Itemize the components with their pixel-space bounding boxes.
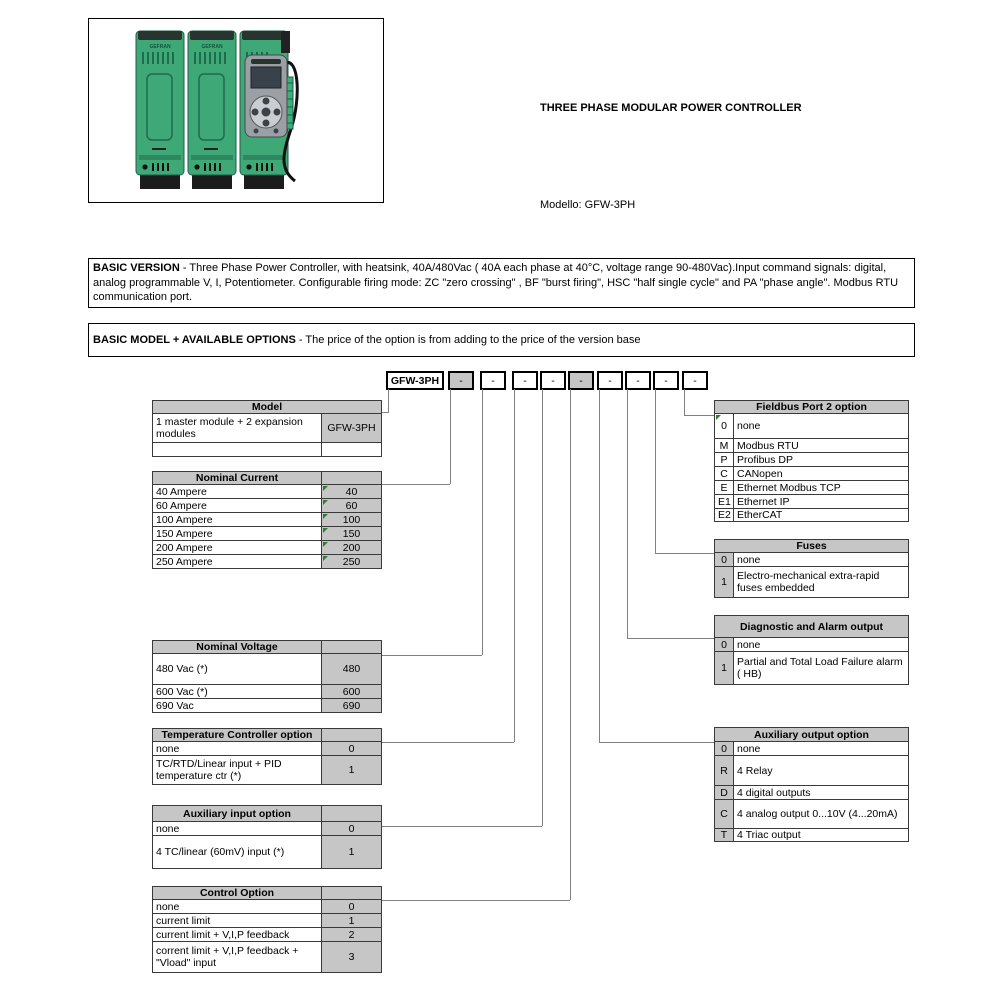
control-option-table	[152, 886, 382, 973]
table-row	[153, 443, 382, 457]
table-row	[153, 685, 382, 699]
order-code-separator-box-1: -	[448, 371, 474, 390]
option-code-cell: 0	[715, 638, 734, 652]
option-value-cell: 150	[322, 527, 382, 541]
order-code-separator-box-5: -	[568, 371, 594, 390]
table-row	[715, 638, 909, 652]
option-value-cell	[322, 443, 382, 457]
table-row	[153, 942, 382, 973]
option-label-cell: 150 Ampere	[153, 527, 322, 541]
table-row	[153, 499, 382, 513]
table-row	[153, 914, 382, 928]
option-label-cell: TC/RTD/Linear input + PID temperature ctr (*)	[153, 756, 322, 785]
table-row	[153, 414, 382, 443]
option-code-cell: 0	[715, 414, 734, 439]
order-code-separator-box-3: -	[512, 371, 538, 390]
table-row	[153, 756, 382, 785]
order-code-separator-box-8: -	[653, 371, 679, 390]
header-value-cell	[322, 887, 382, 900]
option-value-cell: 690	[322, 699, 382, 713]
option-value-cell: 1	[322, 914, 382, 928]
model-subtitle: Modello: GFW-3PH	[540, 199, 636, 211]
table-header-row	[715, 728, 909, 742]
product-photo	[89, 19, 383, 202]
option-label-cell: 4 Triac output	[734, 829, 909, 842]
option-value-cell: 40	[322, 485, 382, 499]
option-label-cell: none	[734, 553, 909, 567]
option-label-cell: 40 Ampere	[153, 485, 322, 499]
option-code-cell: E	[715, 481, 734, 495]
connector-fuses	[655, 553, 714, 554]
table-row	[715, 481, 909, 495]
table-header-row	[715, 616, 909, 638]
option-value-cell: 3	[322, 942, 382, 973]
table-row	[715, 414, 909, 439]
header-value-cell	[322, 472, 382, 485]
option-label-cell: none	[734, 638, 909, 652]
connector-model	[382, 412, 389, 413]
option-label-cell: none	[153, 822, 322, 836]
table-header-row	[153, 641, 382, 654]
option-code-cell: E1	[715, 495, 734, 509]
option-code-cell: 1	[715, 652, 734, 685]
table-header-row	[153, 887, 382, 900]
option-label-cell: 250 Ampere	[153, 555, 322, 569]
connector-temperature	[381, 742, 514, 743]
handheld-programmer	[245, 55, 287, 137]
connector-fuses	[655, 389, 656, 553]
connector-fieldbus	[684, 389, 685, 415]
option-label-cell: Electro-mechanical extra-rapid fuses embedded	[734, 567, 909, 598]
table-header-row	[153, 401, 382, 414]
power-module	[188, 31, 236, 189]
option-code-cell: R	[715, 756, 734, 786]
power-module-master	[240, 31, 297, 189]
option-label-cell: 1 master module + 2 expansion modules	[153, 414, 322, 443]
basic-version-text: - Three Phase Power Controller, with heatsink, 40A/480Vac ( 40A each phase at 40°C, voltage range 90-480Vac).Input command signals: digital, analog programmable V, I, Potentiometer. Configurable firing mode: ZC "zero crossing" , BF "burst firing", HSC "half single cycle" and PA "phase angle". Modbus RTU communication port.	[93, 262, 899, 303]
option-value-cell: GFW-3PH	[322, 414, 382, 443]
option-label-cell	[153, 443, 322, 457]
table-row	[153, 485, 382, 499]
table-row	[153, 699, 382, 713]
table-header-row	[715, 401, 909, 414]
fieldbus-port2-table	[714, 400, 909, 522]
option-label-cell: current limit	[153, 914, 322, 928]
order-code-separator-box-2: -	[480, 371, 506, 390]
connector-voltage	[381, 655, 482, 656]
option-label-cell: 4 TC/linear (60mV) input (*)	[153, 836, 322, 869]
table-row	[715, 467, 909, 481]
option-code-cell: 0	[715, 553, 734, 567]
order-code-separator-box-9: -	[682, 371, 708, 390]
header-value-cell	[322, 806, 382, 822]
table-row	[715, 742, 909, 756]
model-table	[152, 400, 382, 457]
table-row	[153, 654, 382, 685]
table-row	[715, 829, 909, 842]
table-row	[153, 513, 382, 527]
basic-version-label: BASIC VERSION	[93, 262, 180, 274]
table-title: Control Option	[153, 887, 322, 900]
nominal-current-table	[152, 471, 382, 569]
option-value-cell: 0	[322, 900, 382, 914]
table-title: Fuses	[715, 540, 909, 553]
option-label-cell: EtherCAT	[734, 509, 909, 522]
option-label-cell: 100 Ampere	[153, 513, 322, 527]
connector-model	[388, 389, 389, 412]
option-label-cell: Profibus DP	[734, 453, 909, 467]
connector-diagnostic	[627, 638, 714, 639]
table-title: Diagnostic and Alarm output	[715, 616, 909, 638]
connector-aux-output	[599, 389, 600, 742]
table-row	[715, 786, 909, 800]
nominal-voltage-table	[152, 640, 382, 713]
table-row	[153, 555, 382, 569]
order-code-separator-box-6: -	[597, 371, 623, 390]
option-label-cell: corrent limit + V,I,P feedback + "Vload" input	[153, 942, 322, 973]
svg-text:GEFRAN: GEFRAN	[149, 44, 171, 50]
table-header-row	[153, 806, 382, 822]
table-title: Auxiliary output option	[715, 728, 909, 742]
option-code-cell: T	[715, 829, 734, 842]
option-code-cell: D	[715, 786, 734, 800]
option-value-cell: 60	[322, 499, 382, 513]
table-row	[153, 541, 382, 555]
table-row	[715, 495, 909, 509]
table-row	[153, 928, 382, 942]
table-row	[715, 800, 909, 829]
option-label-cell: 200 Ampere	[153, 541, 322, 555]
product-photo-frame	[88, 18, 384, 203]
auxiliary-input-table	[152, 805, 382, 869]
connector-current	[450, 389, 451, 484]
basic-model-text: - The price of the option is from adding to the price of the version base	[295, 333, 641, 346]
connector-control	[570, 389, 571, 900]
header-value-cell	[322, 729, 382, 742]
option-label-cell: Partial and Total Load Failure alarm ( HB)	[734, 652, 909, 685]
connector-aux-input	[381, 826, 542, 827]
option-label-cell: none	[153, 742, 322, 756]
option-label-cell: Modbus RTU	[734, 439, 909, 453]
order-code-model-box: GFW-3PH	[386, 371, 444, 390]
option-code-cell: C	[715, 800, 734, 829]
connector-temperature	[514, 389, 515, 742]
connector-aux-input	[542, 389, 543, 826]
option-code-cell: 0	[715, 742, 734, 756]
option-label-cell: 480 Vac (*)	[153, 654, 322, 685]
table-header-row	[715, 540, 909, 553]
option-code-cell: P	[715, 453, 734, 467]
table-header-row	[153, 472, 382, 485]
option-label-cell: none	[734, 742, 909, 756]
table-title: Fieldbus Port 2 option	[715, 401, 909, 414]
option-label-cell: 4 analog output 0...10V (4...20mA)	[734, 800, 909, 829]
table-row	[715, 756, 909, 786]
table-row	[715, 652, 909, 685]
option-value-cell: 100	[322, 513, 382, 527]
table-title: Nominal Voltage	[153, 641, 322, 654]
svg-text:GEFRAN: GEFRAN	[201, 44, 223, 50]
option-code-cell: C	[715, 467, 734, 481]
connector-voltage	[482, 389, 483, 655]
table-row	[153, 527, 382, 541]
table-row	[153, 900, 382, 914]
option-value-cell: 1	[322, 756, 382, 785]
connector-diagnostic	[627, 389, 628, 638]
option-label-cell: current limit + V,I,P feedback	[153, 928, 322, 942]
option-value-cell: 480	[322, 654, 382, 685]
option-label-cell: 60 Ampere	[153, 499, 322, 513]
header-value-cell	[322, 641, 382, 654]
power-module	[136, 31, 184, 189]
option-code-cell: M	[715, 439, 734, 453]
table-row	[715, 453, 909, 467]
option-label-cell: Ethernet Modbus TCP	[734, 481, 909, 495]
connector-current	[381, 484, 450, 485]
option-value-cell: 1	[322, 836, 382, 869]
basic-model-box	[88, 323, 915, 357]
option-value-cell: 2	[322, 928, 382, 942]
table-title: Nominal Current	[153, 472, 322, 485]
basic-model-label: BASIC MODEL + AVAILABLE OPTIONS	[93, 333, 296, 346]
table-row	[715, 553, 909, 567]
temperature-controller-table	[152, 728, 382, 785]
order-code-separator-box-7: -	[625, 371, 651, 390]
option-label-cell: CANopen	[734, 467, 909, 481]
option-label-cell: 4 digital outputs	[734, 786, 909, 800]
option-value-cell: 600	[322, 685, 382, 699]
option-label-cell: none	[734, 414, 909, 439]
option-value-cell: 200	[322, 541, 382, 555]
option-code-cell: E2	[715, 509, 734, 522]
table-row	[715, 439, 909, 453]
option-label-cell: 690 Vac	[153, 699, 322, 713]
option-value-cell: 250	[322, 555, 382, 569]
connector-control	[381, 900, 570, 901]
table-header-row	[153, 729, 382, 742]
table-title: Temperature Controller option	[153, 729, 322, 742]
table-title: Model	[153, 401, 382, 414]
option-value-cell: 0	[322, 742, 382, 756]
option-label-cell: Ethernet IP	[734, 495, 909, 509]
connector-fieldbus	[684, 415, 714, 416]
table-row	[153, 822, 382, 836]
connector-aux-output	[599, 742, 714, 743]
option-label-cell: 600 Vac (*)	[153, 685, 322, 699]
fuses-table	[714, 539, 909, 598]
option-label-cell: 4 Relay	[734, 756, 909, 786]
table-row	[715, 567, 909, 598]
option-code-cell: 1	[715, 567, 734, 598]
diagnostic-alarm-table	[714, 615, 909, 685]
table-row	[153, 742, 382, 756]
basic-version-box	[88, 258, 915, 308]
table-title: Auxiliary input option	[153, 806, 322, 822]
table-row	[715, 509, 909, 522]
page-title: THREE PHASE MODULAR POWER CONTROLLER	[540, 102, 802, 114]
option-label-cell: none	[153, 900, 322, 914]
order-code-separator-box-4: -	[540, 371, 566, 390]
auxiliary-output-table	[714, 727, 909, 842]
option-value-cell: 0	[322, 822, 382, 836]
table-row	[153, 836, 382, 869]
